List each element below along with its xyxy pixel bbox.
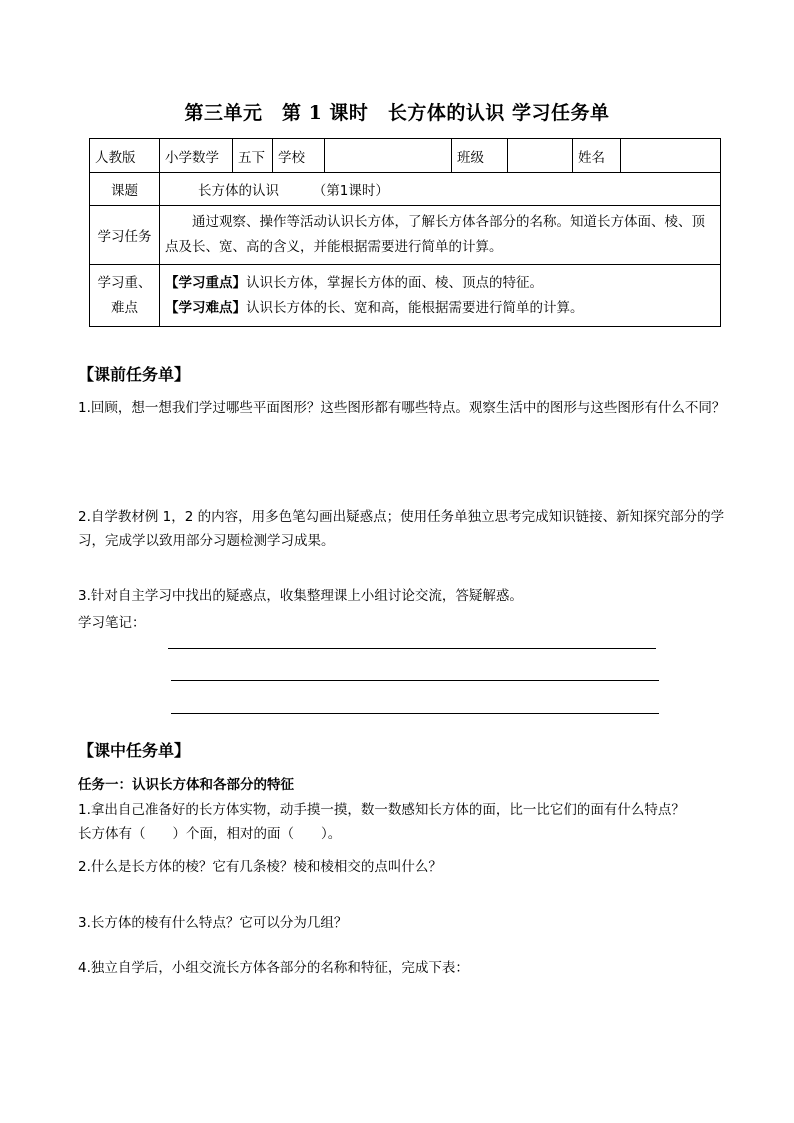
notes-label: 学习笔记： [78, 615, 146, 631]
pre-class-question-3: 3.针对自主学习中找出的疑惑点，收集整理课上小组讨论交流，答疑解惑。 [78, 588, 523, 604]
key-point-line [165, 271, 715, 296]
key-point-tag: 【学习重点】 [165, 274, 246, 291]
name-field[interactable] [621, 139, 721, 173]
note-line-2[interactable] [171, 680, 659, 681]
question-1-line-2: 长方体有（ ）个面，相对的面（ ）。 [78, 826, 342, 842]
name-label: 姓名 [573, 139, 621, 173]
difficult-point-text: 认识长方体的长、宽和高，能根据需要进行简单的计算。 [246, 299, 584, 316]
grade-cell: 五下 [233, 139, 273, 173]
in-class-question-3: 3.长方体的棱有什么特点？它可以分为几组？ [78, 915, 348, 931]
task-value: 通过观察、操作等活动认识长方体，了解长方体各部分的名称。知道长方体面、棱、顶点及长、宽、高的含义，并能根据需要进行简单的计算。 [160, 206, 721, 265]
class-field[interactable] [508, 139, 573, 173]
subject-cell: 小学数学 [160, 139, 233, 173]
task1-title: 任务一：认识长方体和各部分的特征 [78, 777, 294, 793]
difficult-point-tag: 【学习难点】 [165, 299, 246, 316]
pre-class-heading: 【课前任务单】 [78, 365, 191, 384]
edition-cell: 人教版 [90, 139, 160, 173]
in-class-question-1 [78, 798, 728, 846]
in-class-question-4: 4.独立自学后，小组交流长方体各部分的名称和特征，完成下表： [78, 960, 469, 976]
question-1-line-1: 1.拿出自己准备好的长方体实物，动手摸一摸，数一数感知长方体的面，比一比它们的面有什么特点？ [78, 802, 685, 818]
school-label: 学校 [273, 139, 325, 173]
pre-class-question-2: 2.自学教材例 1，2 的内容，用多色笔勾画出疑惑点；使用任务单独立思考完成知识链接、新知探究部分的学习，完成学以致用部分习题检测学习成果。 [78, 509, 725, 549]
page-title: 第三单元 第 1 课时 长方体的认识 学习任务单 [184, 102, 610, 124]
topic-value: 长方体的认识 （第1课时） [160, 173, 721, 206]
topic-label: 课题 [90, 173, 160, 206]
in-class-question-2: 2.什么是长方体的棱？它有几条棱？棱和棱相交的点叫什么？ [78, 859, 442, 875]
school-field[interactable] [325, 139, 452, 173]
key-difficult-value [160, 265, 721, 327]
note-line-3[interactable] [171, 713, 659, 714]
pre-class-question-1: 1.回顾，想一想我们学过哪些平面图形？这些图形都有哪些特点。观察生活中的图形与这些图形有什么不同？ [78, 400, 726, 416]
difficult-point-line [165, 296, 715, 321]
key-difficult-label: 学习重、难点 [90, 265, 160, 327]
key-point-text: 认识长方体，掌握长方体的面、棱、顶点的特征。 [246, 274, 543, 291]
class-label: 班级 [452, 139, 508, 173]
task-label: 学习任务 [90, 206, 160, 265]
in-class-heading: 【课中任务单】 [78, 741, 191, 760]
note-line-1[interactable] [168, 648, 656, 649]
info-table [89, 138, 721, 327]
